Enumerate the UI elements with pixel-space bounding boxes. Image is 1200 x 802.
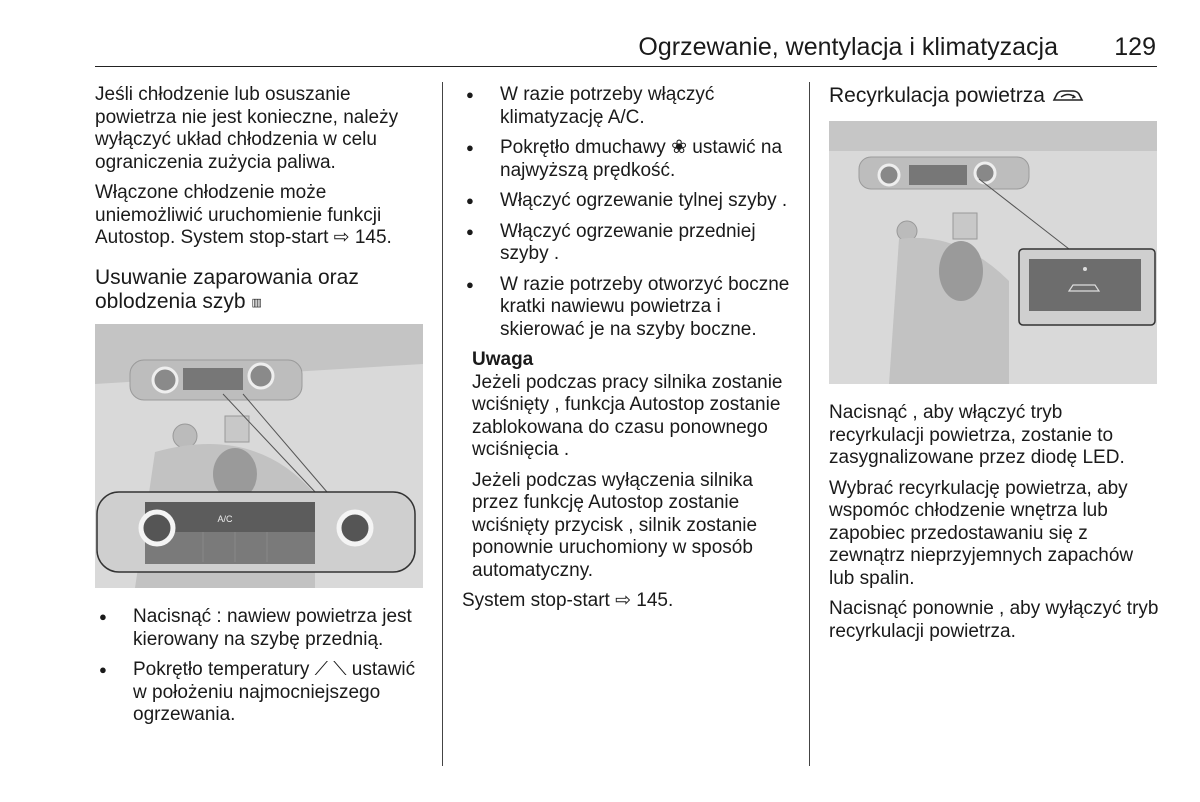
paragraph: System stop-start ⇨ 145. bbox=[462, 590, 674, 611]
list-item: ● Pokrętło dmuchawy ❀ ustawić na najwyższą prędkość. bbox=[462, 137, 797, 182]
note-heading: Uwaga bbox=[472, 349, 534, 370]
max-defrost-icon: ▥ bbox=[251, 296, 262, 309]
paragraph: Włączone chłodzenie może uniemożliwić uruchomienie funkcji Autostop. System stop-start ⇨ 145. bbox=[95, 182, 392, 248]
column-3-text bbox=[829, 402, 1159, 651]
paragraph: Nacisnąć ponownie , aby wyłączyć tryb recyrkulacji powietrza. bbox=[829, 598, 1159, 642]
note-block bbox=[462, 349, 797, 462]
list-item: ● Włączyć ogrzewanie tylnej szyby . bbox=[462, 190, 797, 213]
column-divider bbox=[809, 82, 810, 766]
paragraph: Nacisnąć , aby włączyć tryb recyrkulacji powietrza, zostanie to zasygnalizowane przez diodę LED. bbox=[829, 402, 1125, 468]
column-1-bullets bbox=[95, 606, 430, 735]
section-heading-recirculation: Recyrkulacja powietrza bbox=[829, 84, 1159, 108]
column-divider bbox=[442, 82, 443, 766]
header-rule bbox=[95, 66, 1157, 67]
list-item: ● W razie potrzeby włączyć klimatyzację A/C. bbox=[462, 84, 797, 129]
column-1 bbox=[95, 84, 430, 315]
paragraph: Jeśli chłodzenie lub osuszanie powietrza nie jest konieczne, należy wyłączyć układ chłodzenia w celu ograniczenia zużycia paliwa. bbox=[95, 84, 399, 173]
figure-climate-panel-recirculation bbox=[829, 121, 1157, 384]
paragraph: Wybrać recyrkulację powietrza, aby wspomóc chłodzenie wnętrza lub zapobiec przedostawaniu się z zewnątrz nieprzyjemnych zapachów lub spalin. bbox=[829, 477, 1134, 589]
page-number: 129 bbox=[1114, 33, 1156, 61]
list-item: ● W razie potrzeby otworzyć boczne kratki nawiewu powietrza i skierować je na szyby boczne. bbox=[462, 274, 797, 342]
list-item: ● Nacisnąć : nawiew powietrza jest kierowany na szybę przednią. bbox=[95, 606, 430, 651]
paragraph: Jeżeli podczas wyłączenia silnika przez funkcję Autostop zostanie wciśnięty przycisk , silnik zostanie ponownie uruchomiony w sposób automatyczny. bbox=[472, 469, 758, 581]
figure-climate-panel-defrost bbox=[95, 324, 423, 588]
list-item: ● Pokrętło temperatury ⟋ ⟍ ustawić w położeniu najmocniejszego ogrzewania. bbox=[95, 659, 430, 727]
ac-button-label: A/C bbox=[217, 514, 233, 524]
column-3 bbox=[829, 84, 1159, 108]
list-item: ● Włączyć ogrzewanie przedniej szyby . bbox=[462, 221, 797, 266]
page-header-title: Ogrzewanie, wentylacja i klimatyzacja bbox=[638, 33, 1058, 61]
column-2 bbox=[462, 84, 797, 621]
section-heading-defrost: Usuwanie zaparowania oraz oblodzenia szyb ▥ bbox=[95, 265, 359, 313]
note-text: Jeżeli podczas pracy silnika zostanie wciśnięty , funkcja Autostop zostanie zablokowana do czasu ponownego wciśnięcia . bbox=[472, 371, 783, 460]
recirculation-icon bbox=[1051, 88, 1085, 104]
